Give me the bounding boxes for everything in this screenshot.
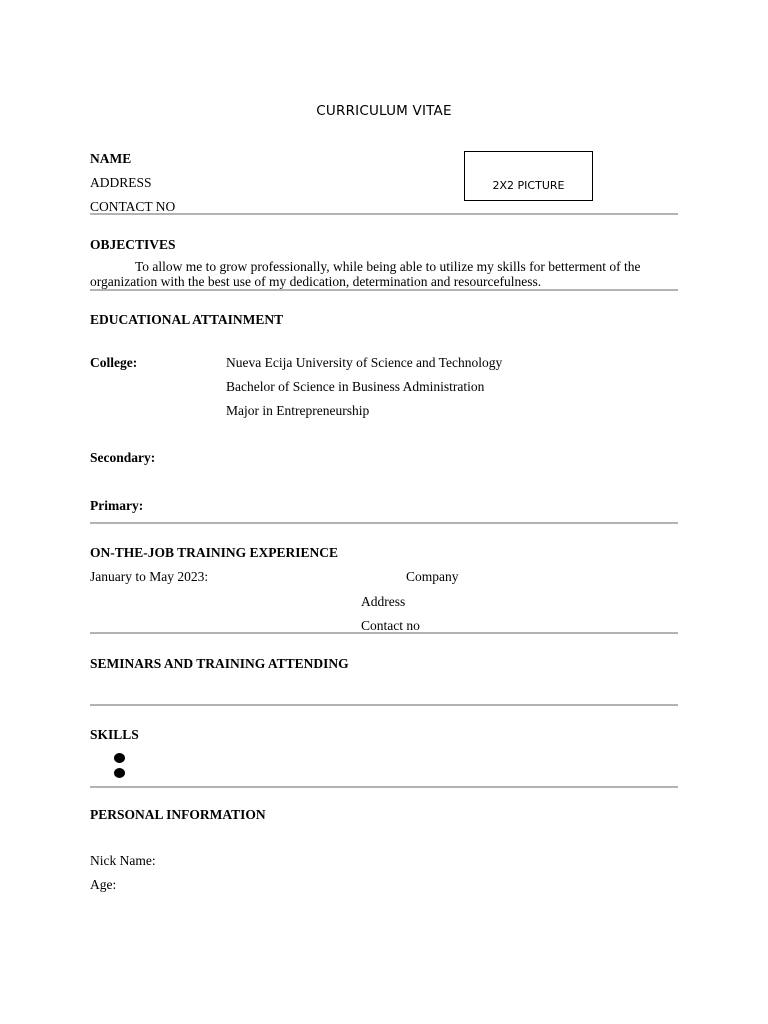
ojt-address: Address (361, 594, 406, 609)
college-label: College: (90, 355, 138, 370)
section-divider (90, 786, 678, 788)
document-title: CURRICULUM VITAE (316, 103, 452, 119)
nick-name-label: Nick Name: (90, 853, 156, 868)
age-label: Age: (90, 877, 117, 892)
objectives-text: To allow me to grow professionally, while being able to utilize my skills for betterment of the organization with the best use of my dedication, determination and resourcefulness. (90, 259, 641, 289)
address-label: ADDRESS (90, 175, 152, 190)
education-heading: EDUCATIONAL ATTAINMENT (90, 312, 284, 327)
ojt-period: January to May 2023: (90, 569, 209, 584)
objectives-heading: OBJECTIVES (90, 237, 176, 252)
picture-placeholder (464, 151, 593, 201)
section-divider (90, 522, 678, 524)
primary-label: Primary: (90, 498, 144, 513)
personal-heading: PERSONAL INFORMATION (90, 807, 266, 822)
ojt-contact: Contact no (361, 618, 420, 633)
section-divider (90, 213, 678, 215)
section-divider (90, 704, 678, 706)
college-school: Nueva Ecija University of Science and Technology (226, 355, 503, 370)
ojt-heading: ON-THE-JOB TRAINING EXPERIENCE (90, 545, 339, 560)
skills-heading: SKILLS (90, 727, 139, 742)
ojt-company: Company (406, 569, 459, 584)
skill-bullet-icon (114, 753, 125, 763)
contact-label: CONTACT NO (90, 199, 176, 214)
section-divider (90, 632, 678, 634)
skill-bullet-icon (114, 768, 125, 778)
name-label: NAME (90, 151, 132, 166)
college-major: Major in Entrepreneurship (226, 403, 370, 418)
section-divider (90, 289, 678, 291)
seminars-heading: SEMINARS AND TRAINING ATTENDING (90, 656, 349, 671)
college-degree: Bachelor of Science in Business Administration (226, 379, 485, 394)
picture-placeholder-label: 2X2 PICTURE (492, 179, 565, 192)
secondary-label: Secondary: (90, 450, 156, 465)
